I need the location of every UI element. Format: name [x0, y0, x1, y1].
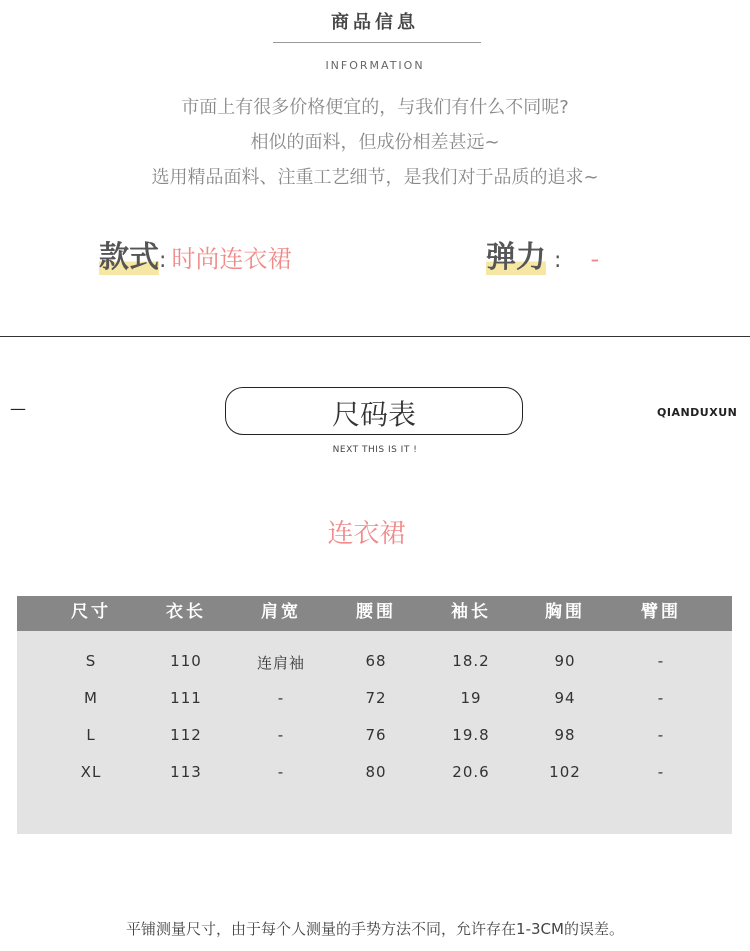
brand-logo: QIANDUXUN	[657, 406, 738, 419]
section-divider	[0, 336, 750, 337]
attribute-style	[99, 232, 292, 276]
table-cell: 68	[365, 652, 387, 670]
column-header-size: 尺寸	[71, 602, 111, 622]
table-cell: -	[277, 689, 285, 707]
product-name: 连衣裙	[327, 519, 406, 549]
intro-line: 市面上有很多价格便宜的，与我们有什么不同呢?	[181, 97, 569, 118]
size-chart-title: 尺码表	[331, 398, 416, 431]
table-cell: 18.2	[452, 652, 490, 670]
attribute-elasticity	[486, 232, 599, 276]
dash-mark: —	[10, 399, 26, 418]
column-header-shoulder: 肩宽	[261, 602, 301, 622]
table-cell: -	[277, 726, 285, 744]
intro-line: 相似的面料，但成份相差甚远~	[250, 132, 500, 153]
table-cell: 72	[365, 689, 387, 707]
table-cell: 110	[170, 652, 202, 670]
section-subtitle: INFORMATION	[325, 59, 425, 72]
table-cell: 80	[365, 763, 387, 781]
title-divider	[273, 42, 481, 43]
attribute-value: -	[590, 245, 600, 273]
table-cell: -	[657, 652, 665, 670]
size-table	[17, 596, 732, 834]
table-cell: 20.6	[452, 763, 490, 781]
table-cell: 111	[170, 689, 202, 707]
measurement-note: 平铺测量尺寸，由于每个人测量的手势方法不同，允许存在1-3CM的误差。	[126, 920, 624, 938]
attribute-label: 弹力	[486, 240, 546, 275]
table-cell: XL	[80, 763, 102, 781]
column-header-waist: 腰围	[356, 602, 396, 622]
table-cell: L	[86, 726, 96, 744]
table-cell: 76	[365, 726, 387, 744]
table-cell: 113	[170, 763, 202, 781]
table-cell: 94	[554, 689, 576, 707]
table-cell: -	[657, 689, 665, 707]
table-cell: -	[657, 726, 665, 744]
table-cell: 102	[549, 763, 581, 781]
column-header-sleeve: 袖长	[451, 602, 491, 622]
table-cell: M	[84, 689, 98, 707]
table-cell: 19.8	[452, 726, 490, 744]
column-header-arm: 臂围	[641, 602, 681, 622]
table-cell: 90	[554, 652, 576, 670]
attribute-colon: :	[159, 248, 167, 273]
section-title: 商品信息	[331, 12, 419, 33]
attribute-value: 时尚连衣裙	[171, 245, 292, 273]
table-cell: 19	[460, 689, 482, 707]
column-header-bust: 胸围	[545, 602, 585, 622]
intro-line: 选用精品面料、注重工艺细节，是我们对于品质的追求~	[151, 167, 599, 188]
attribute-label: 款式	[99, 240, 159, 275]
table-header	[17, 596, 732, 631]
attribute-colon: :	[554, 248, 562, 273]
table-cell: -	[657, 763, 665, 781]
table-cell: 112	[170, 726, 202, 744]
table-cell: -	[277, 763, 285, 781]
table-cell: 连肩袖	[256, 654, 305, 672]
tagline: NEXT THIS IS IT !	[332, 445, 418, 455]
column-header-length: 衣长	[166, 602, 206, 622]
table-cell: 98	[554, 726, 576, 744]
table-cell: S	[85, 652, 97, 670]
